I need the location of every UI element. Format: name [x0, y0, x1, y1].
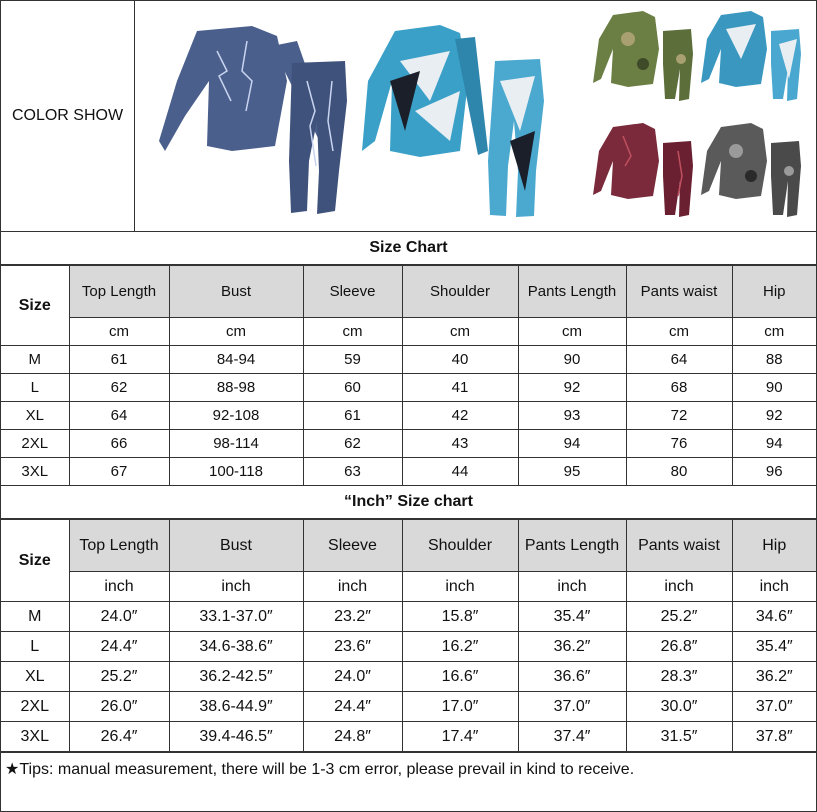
value-cell: 44	[402, 458, 518, 486]
value-cell: 34.6″	[732, 602, 816, 632]
value-cell: 28.3″	[626, 662, 732, 692]
value-cell: 62	[69, 374, 169, 402]
value-cell: 90	[518, 346, 626, 374]
value-cell: 24.0″	[303, 662, 402, 692]
value-cell: 34.6-38.6″	[169, 632, 303, 662]
value-cell: 92	[732, 402, 816, 430]
unit-cell: inch	[303, 572, 402, 602]
inch-header-row	[1, 520, 816, 572]
value-cell: 61	[69, 346, 169, 374]
value-cell: 64	[69, 402, 169, 430]
size-cell: 3XL	[1, 722, 69, 752]
size-cell: L	[1, 632, 69, 662]
unit-cell: inch	[518, 572, 626, 602]
outfit-red-image	[593, 121, 703, 225]
value-cell: 67	[69, 458, 169, 486]
value-cell: 88-98	[169, 374, 303, 402]
cm-size-table	[1, 265, 816, 486]
value-cell: 63	[303, 458, 402, 486]
shoulder-header: Shoulder	[402, 266, 518, 318]
size-cell: XL	[1, 662, 69, 692]
inch-size-table	[1, 519, 816, 752]
value-cell: 88	[732, 346, 816, 374]
value-cell: 26.0″	[69, 692, 169, 722]
outfit-gray-camo-image	[701, 121, 811, 225]
size-column-header: Size	[1, 266, 69, 346]
value-cell: 37.8″	[732, 722, 816, 752]
value-cell: 17.0″	[402, 692, 518, 722]
value-cell: 36.2″	[732, 662, 816, 692]
size-column-header: Size	[1, 520, 69, 602]
value-cell: 61	[303, 402, 402, 430]
value-cell: 35.4″	[518, 602, 626, 632]
value-cell: 24.4″	[303, 692, 402, 722]
inch-table-row	[1, 602, 816, 632]
color-show-label: COLOR SHOW	[1, 1, 135, 231]
bust-header: Bust	[169, 520, 303, 572]
value-cell: 40	[402, 346, 518, 374]
value-cell: 37.0″	[732, 692, 816, 722]
value-cell: 23.6″	[303, 632, 402, 662]
pants-waist-header: Pants waist	[626, 520, 732, 572]
value-cell: 33.1-37.0″	[169, 602, 303, 632]
cm-table-row	[1, 374, 816, 402]
sleeve-header: Sleeve	[303, 520, 402, 572]
top-length-header: Top Length	[69, 520, 169, 572]
size-cell: M	[1, 346, 69, 374]
value-cell: 76	[626, 430, 732, 458]
value-cell: 94	[732, 430, 816, 458]
unit-cell: inch	[169, 572, 303, 602]
unit-cell: cm	[303, 318, 402, 346]
size-chart-title: Size Chart	[1, 232, 816, 265]
value-cell: 41	[402, 374, 518, 402]
inch-table-row	[1, 692, 816, 722]
outfit-blue-geometric-small-image	[701, 9, 811, 109]
value-cell: 43	[402, 430, 518, 458]
cm-unit-row	[1, 318, 816, 346]
value-cell: 26.4″	[69, 722, 169, 752]
size-cell: L	[1, 374, 69, 402]
value-cell: 92	[518, 374, 626, 402]
outfit-camo-image	[593, 9, 703, 109]
inch-table-body	[1, 602, 816, 752]
value-cell: 66	[69, 430, 169, 458]
cm-table-row	[1, 430, 816, 458]
value-cell: 100-118	[169, 458, 303, 486]
size-cell: 3XL	[1, 458, 69, 486]
product-photos	[135, 1, 816, 231]
value-cell: 94	[518, 430, 626, 458]
top-length-header: Top Length	[69, 266, 169, 318]
value-cell: 36.2″	[518, 632, 626, 662]
unit-cell: cm	[69, 318, 169, 346]
value-cell: 64	[626, 346, 732, 374]
value-cell: 42	[402, 402, 518, 430]
value-cell: 93	[518, 402, 626, 430]
unit-cell: inch	[402, 572, 518, 602]
value-cell: 24.8″	[303, 722, 402, 752]
hip-header: Hip	[732, 520, 816, 572]
value-cell: 68	[626, 374, 732, 402]
inch-table-row	[1, 722, 816, 752]
value-cell: 62	[303, 430, 402, 458]
color-show-row	[1, 1, 816, 232]
value-cell: 84-94	[169, 346, 303, 374]
size-cell: 2XL	[1, 430, 69, 458]
value-cell: 30.0″	[626, 692, 732, 722]
value-cell: 24.0″	[69, 602, 169, 632]
tips-text: ★Tips: manual measurement, there will be 1-3 cm error, please prevail in kind to receive.	[1, 752, 816, 784]
size-cell: 2XL	[1, 692, 69, 722]
bust-header: Bust	[169, 266, 303, 318]
unit-cell: inch	[732, 572, 816, 602]
unit-cell: inch	[626, 572, 732, 602]
value-cell: 72	[626, 402, 732, 430]
cm-table-row	[1, 346, 816, 374]
value-cell: 59	[303, 346, 402, 374]
outfit-blue-geometric-image	[360, 21, 560, 221]
hip-header: Hip	[732, 266, 816, 318]
value-cell: 25.2″	[69, 662, 169, 692]
cm-table-row	[1, 402, 816, 430]
value-cell: 15.8″	[402, 602, 518, 632]
value-cell: 80	[626, 458, 732, 486]
size-cell: XL	[1, 402, 69, 430]
value-cell: 39.4-46.5″	[169, 722, 303, 752]
value-cell: 16.6″	[402, 662, 518, 692]
pants-waist-header: Pants waist	[626, 266, 732, 318]
cm-table-row	[1, 458, 816, 486]
value-cell: 17.4″	[402, 722, 518, 752]
cm-header-row	[1, 266, 816, 318]
value-cell: 37.4″	[518, 722, 626, 752]
value-cell: 92-108	[169, 402, 303, 430]
unit-cell: cm	[626, 318, 732, 346]
inch-unit-row	[1, 572, 816, 602]
outfit-lightning-image	[157, 21, 357, 221]
value-cell: 98-114	[169, 430, 303, 458]
unit-cell: inch	[69, 572, 169, 602]
value-cell: 24.4″	[69, 632, 169, 662]
value-cell: 95	[518, 458, 626, 486]
value-cell: 35.4″	[732, 632, 816, 662]
value-cell: 31.5″	[626, 722, 732, 752]
unit-cell: cm	[518, 318, 626, 346]
value-cell: 36.6″	[518, 662, 626, 692]
value-cell: 37.0″	[518, 692, 626, 722]
inch-chart-title: “Inch” Size chart	[1, 486, 816, 519]
value-cell: 26.8″	[626, 632, 732, 662]
value-cell: 96	[732, 458, 816, 486]
unit-cell: cm	[732, 318, 816, 346]
inch-table-row	[1, 662, 816, 692]
shoulder-header: Shoulder	[402, 520, 518, 572]
unit-cell: cm	[169, 318, 303, 346]
value-cell: 90	[732, 374, 816, 402]
unit-cell: cm	[402, 318, 518, 346]
size-cell: M	[1, 602, 69, 632]
pants-length-header: Pants Length	[518, 520, 626, 572]
value-cell: 25.2″	[626, 602, 732, 632]
value-cell: 36.2-42.5″	[169, 662, 303, 692]
pants-length-header: Pants Length	[518, 266, 626, 318]
inch-table-row	[1, 632, 816, 662]
value-cell: 60	[303, 374, 402, 402]
sleeve-header: Sleeve	[303, 266, 402, 318]
value-cell: 16.2″	[402, 632, 518, 662]
value-cell: 23.2″	[303, 602, 402, 632]
value-cell: 38.6-44.9″	[169, 692, 303, 722]
cm-table-body	[1, 346, 816, 486]
